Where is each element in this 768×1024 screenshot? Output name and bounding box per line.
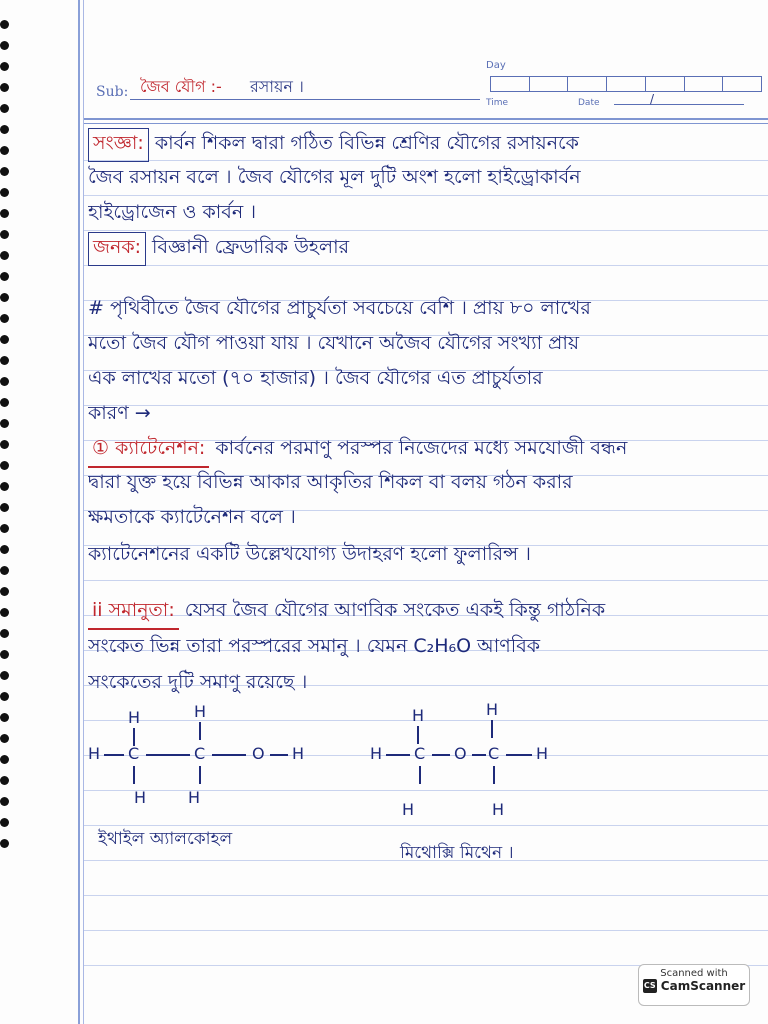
bond [493,766,495,784]
binding-hole [0,62,9,71]
binding-hole [0,755,9,764]
note-line [88,128,756,162]
camscanner-badge [638,964,750,1006]
binding-hole [0,314,9,323]
binding-hole [0,83,9,92]
bond [419,766,421,784]
bond [104,754,124,756]
atom-o: O [252,744,265,763]
binding-hole [0,272,9,281]
note-line [88,198,756,230]
bond [417,726,419,744]
bond [472,754,486,756]
binding-hole [0,587,9,596]
bond [146,754,190,756]
binding-hole [0,692,9,701]
date-slash: / [650,92,655,106]
note-line [88,596,756,630]
note-line [88,503,756,535]
binding-hole [0,230,9,239]
binding-hole [0,713,9,722]
atom-h: H [128,708,141,727]
bond [199,722,201,740]
date-label: Date [578,98,600,108]
subject-title-continued: রসায়ন । [250,77,304,96]
atom-h: H [88,744,101,763]
atom-h: H [492,800,505,819]
badge-caption: Scanned with [660,968,728,979]
line-text: বিজ্ঞানী ফ্রেডারিক উহলার [152,236,350,258]
badge-brand [639,979,749,993]
date-fill-line [614,104,744,105]
binding-holes [0,20,16,860]
bond [199,766,201,784]
atom-c: C [414,744,426,763]
line-text: এক লাখের মতো (৭০ হাজার) । জৈব যৌগের এত প্রাচুর্যতার [88,367,543,389]
note-line [88,294,756,326]
atom-h: H [402,800,415,819]
day-label: Day [486,60,506,71]
note-line [88,540,756,572]
note-line [88,668,756,700]
binding-hole [0,335,9,344]
binding-hole [0,839,9,848]
camscanner-logo-icon: CS [643,979,657,993]
binding-hole [0,146,9,155]
note-line [88,232,756,266]
line-text: সংকেত ভিন্ন তারা পরস্পরের সমানু । যেমন C₂H₆O আণবিক [88,635,541,657]
binding-hole [0,356,9,365]
atom-h: H [188,788,201,807]
term-catenation: ① ক্যাটেনেশন: [88,434,209,468]
bond [491,720,493,738]
line-text: কারণ → [88,402,151,424]
line-text: জৈব রসায়ন বলে । জৈব যৌগের মূল দুটি অংশ হলো হাইড্রোকার্বন [88,166,581,188]
line-text: কার্বনের পরমাণু পরস্পর নিজেদের মধ্যে সমযোজী বন্ধন [215,437,628,459]
atom-c: C [128,744,140,763]
binding-hole [0,440,9,449]
time-label: Time [486,98,509,108]
line-text: ক্যাটেনেশনের একটি উল্লেখযোগ্য উদাহরণ হলো ফুলারিন্স । [88,543,531,565]
term-definition: সংজ্ঞা: [88,128,149,162]
line-text: দ্বারা যুক্ত হয়ে বিভিন্ন আকার আকৃতির শিকল বা বলয় গঠন করার [88,471,573,493]
binding-hole [0,629,9,638]
note-line [88,399,756,431]
note-line [88,434,756,468]
ruled-line [84,930,768,931]
binding-hole [0,734,9,743]
line-text: যেসব জৈব যৌগের আণবিক সংকেত একই কিন্তু গাঠনিক [184,599,606,621]
line-text: সংকেতের দুটি সমাণু রয়েছে । [88,671,308,693]
note-line [88,364,756,396]
binding-hole [0,20,9,29]
binding-hole [0,41,9,50]
subject-title: জৈব যৌগ :- [140,77,222,96]
binding-hole [0,377,9,386]
ruled-line [84,790,768,791]
binding-hole [0,566,9,575]
binding-hole [0,671,9,680]
compound-name: মিথোক্সি মিথেন । [400,843,514,863]
line-text: # পৃথিবীতে জৈব যৌগের প্রাচুর্যতা সবচেয়ে বেশি । প্রায় ৮০ লাখের [88,297,591,319]
bond [270,754,288,756]
atom-h: H [486,700,499,719]
binding-hole [0,482,9,491]
ruled-line [84,195,768,196]
bond [386,754,410,756]
atom-h: H [292,744,305,763]
bond [506,754,532,756]
badge-brand-name: CamScanner [660,979,746,993]
binding-hole [0,818,9,827]
line-text: কার্বন শিকল দ্বারা গঠিত বিভিন্ন শ্রেণির যৌগের রসায়নকে [154,132,579,154]
atom-h: H [370,744,383,763]
binding-hole [0,545,9,554]
term-father: জনক: [88,232,146,266]
binding-hole [0,251,9,260]
binding-hole [0,503,9,512]
atom-o: O [454,744,467,763]
atom-h: H [412,706,425,725]
binding-hole [0,167,9,176]
note-line [88,329,756,361]
note-line [88,468,756,500]
ruled-line [84,580,768,581]
atom-c: C [194,744,206,763]
binding-hole [0,209,9,218]
atom-c: C [488,744,500,763]
atom-h: H [134,788,147,807]
header-rule-secondary [84,123,768,124]
atom-h: H [194,702,207,721]
binding-hole [0,419,9,428]
bond [133,766,135,784]
binding-hole [0,608,9,617]
day-date-box [486,60,768,112]
binding-hole [0,797,9,806]
subject-underline [130,99,480,100]
line-text: মতো জৈব যৌগ পাওয়া যায় । যেখানে অজৈব যৌগের সংখ্যা প্রায় [88,332,580,354]
ruled-line [84,230,768,231]
binding-hole [0,776,9,785]
binding-hole [0,524,9,533]
binding-hole [0,188,9,197]
line-text: হাইড্রোজেন ও কার্বন । [88,201,257,223]
bond [212,754,246,756]
line-text: ক্ষমতাকে ক্যাটেনেশন বলে । [88,506,296,528]
header-rule [84,118,768,120]
binding-hole [0,104,9,113]
binding-hole [0,650,9,659]
compound-name: ইথাইল অ্যালকোহল [98,829,233,849]
note-line [88,163,756,195]
margin-line [78,0,80,1024]
binding-hole [0,293,9,302]
bond [432,754,450,756]
ruled-line [84,720,768,721]
note-line [88,632,756,664]
binding-hole [0,461,9,470]
atom-h: H [536,744,549,763]
margin-line-inner [83,0,84,1024]
ruled-line [84,895,768,896]
binding-hole [0,125,9,134]
binding-hole [0,398,9,407]
term-isomerism: ii সমানুতা: [88,596,179,630]
day-cells [490,76,762,92]
sub-label: Sub: [96,84,129,100]
